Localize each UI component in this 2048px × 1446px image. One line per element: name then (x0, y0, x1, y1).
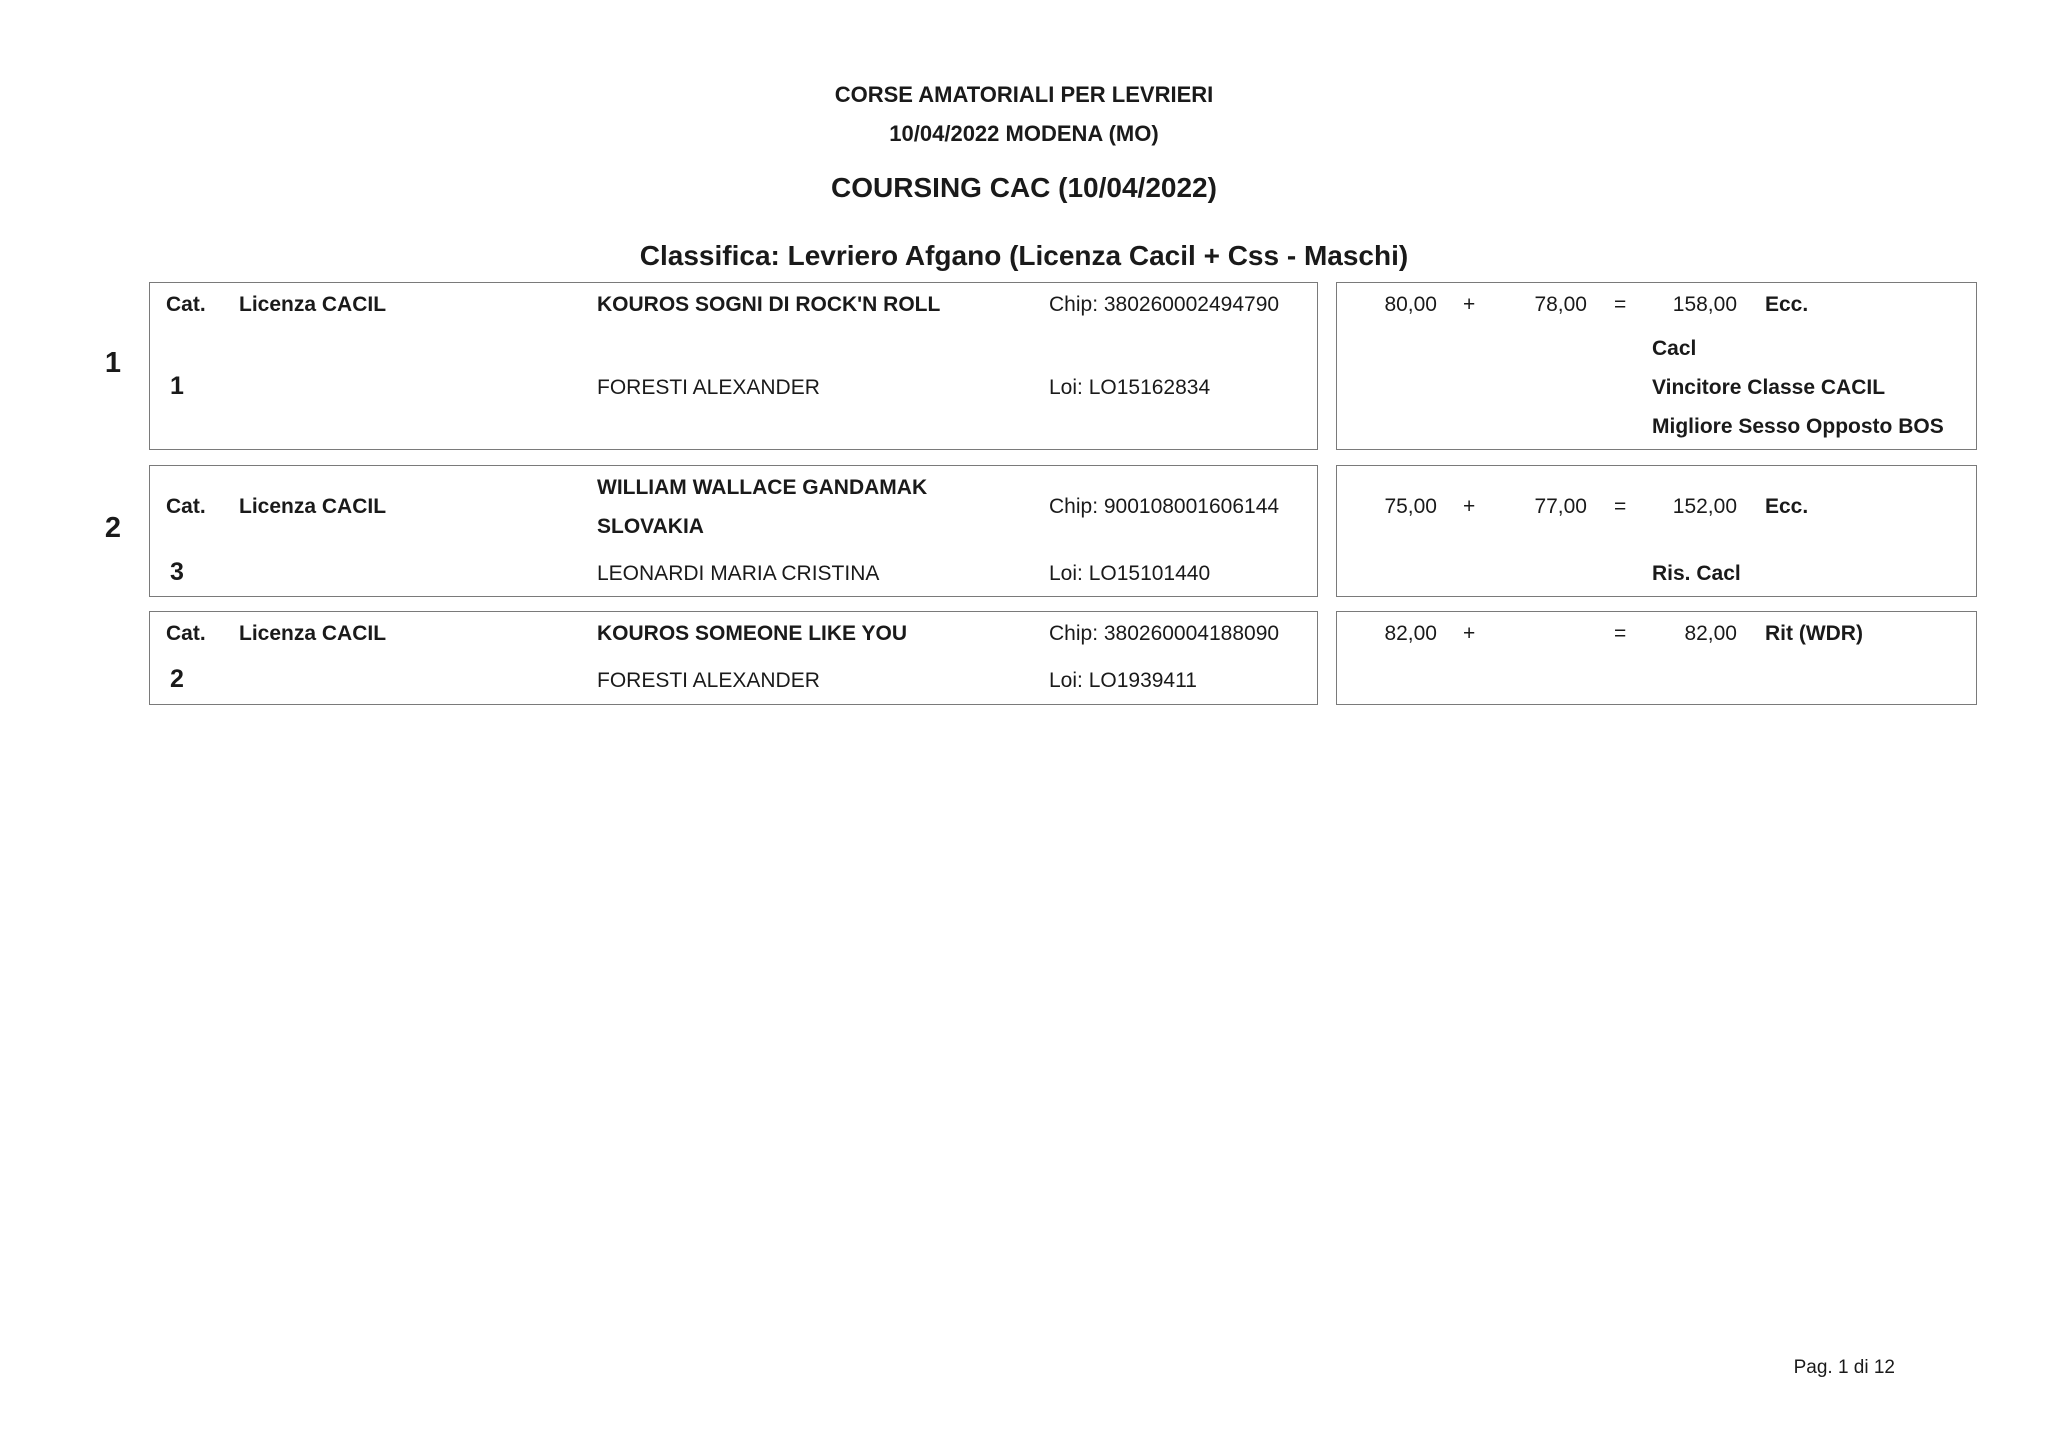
entry-rank: 2 (104, 512, 122, 544)
plus-sign: + (1463, 293, 1476, 316)
score-1: 75,00 (1384, 495, 1437, 518)
chip-number: Chip: 900108001606144 (1049, 495, 1280, 518)
owner-name: FORESTI ALEXANDER (597, 376, 820, 399)
plus-sign: + (1463, 495, 1476, 518)
event-date-location: 10/04/2022 MODENA (MO) (889, 121, 1159, 146)
grade: Ecc. (1765, 293, 1809, 316)
grade: Rit (WDR) (1765, 622, 1863, 645)
score-1: 82,00 (1384, 622, 1437, 645)
equals-sign: = (1614, 495, 1627, 518)
license-label: Licenza CACIL (239, 293, 387, 316)
owner-name: FORESTI ALEXANDER (597, 669, 820, 692)
plus-sign: + (1463, 622, 1476, 645)
total-score: 82,00 (1684, 622, 1737, 645)
award: Cacl (1652, 337, 1697, 360)
equals-sign: = (1614, 293, 1627, 316)
cat-label: Cat. (166, 622, 206, 645)
score-2: 78,00 (1534, 293, 1587, 316)
award: Ris. Cacl (1652, 562, 1741, 585)
dog-name: KOUROS SOMEONE LIKE YOU (597, 622, 907, 645)
total-score: 152,00 (1672, 495, 1737, 518)
owner-name: LEONARDI MARIA CRISTINA (597, 562, 880, 585)
entry-info-box (149, 611, 1318, 705)
entry-info-box (149, 465, 1318, 597)
event-title: COURSING CAC (10/04/2022) (831, 172, 1217, 203)
classification-title: Classifica: Levriero Afgano (Licenza Cacil + Css - Maschi) (639, 240, 1409, 271)
cat-label: Cat. (166, 495, 206, 518)
page-number: Pag. 1 di 12 (1793, 1357, 1895, 1378)
chip-number: Chip: 380260002494790 (1049, 293, 1280, 316)
award: Migliore Sesso Opposto BOS (1652, 415, 1944, 438)
category-number: 3 (170, 558, 184, 586)
entry-info-box (149, 282, 1318, 450)
loi-number: Loi: LO15162834 (1049, 376, 1211, 399)
dog-name-line-1: WILLIAM WALLACE GANDAMAK (597, 476, 928, 499)
organizer-title: CORSE AMATORIALI PER LEVRIERI (834, 82, 1214, 107)
score-2: 77,00 (1534, 495, 1587, 518)
grade: Ecc. (1765, 495, 1809, 518)
category-number: 1 (170, 372, 184, 400)
entry-score-box (1336, 282, 1977, 450)
dog-name-line-2: SLOVAKIA (597, 515, 704, 538)
license-label: Licenza CACIL (239, 622, 387, 645)
chip-number: Chip: 380260004188090 (1049, 622, 1280, 645)
total-score: 158,00 (1672, 293, 1737, 316)
equals-sign: = (1614, 622, 1627, 645)
category-number: 2 (170, 665, 184, 693)
award: Vincitore Classe CACIL (1652, 376, 1886, 399)
loi-number: Loi: LO1939411 (1049, 669, 1197, 692)
loi-number: Loi: LO15101440 (1049, 562, 1211, 585)
score-1: 80,00 (1384, 293, 1437, 316)
entry-score-box (1336, 611, 1977, 705)
dog-name: KOUROS SOGNI DI ROCK'N ROLL (597, 293, 941, 316)
entry-rank: 1 (104, 347, 122, 379)
entry-score-box (1336, 465, 1977, 597)
license-label: Licenza CACIL (239, 495, 387, 518)
cat-label: Cat. (166, 293, 206, 316)
